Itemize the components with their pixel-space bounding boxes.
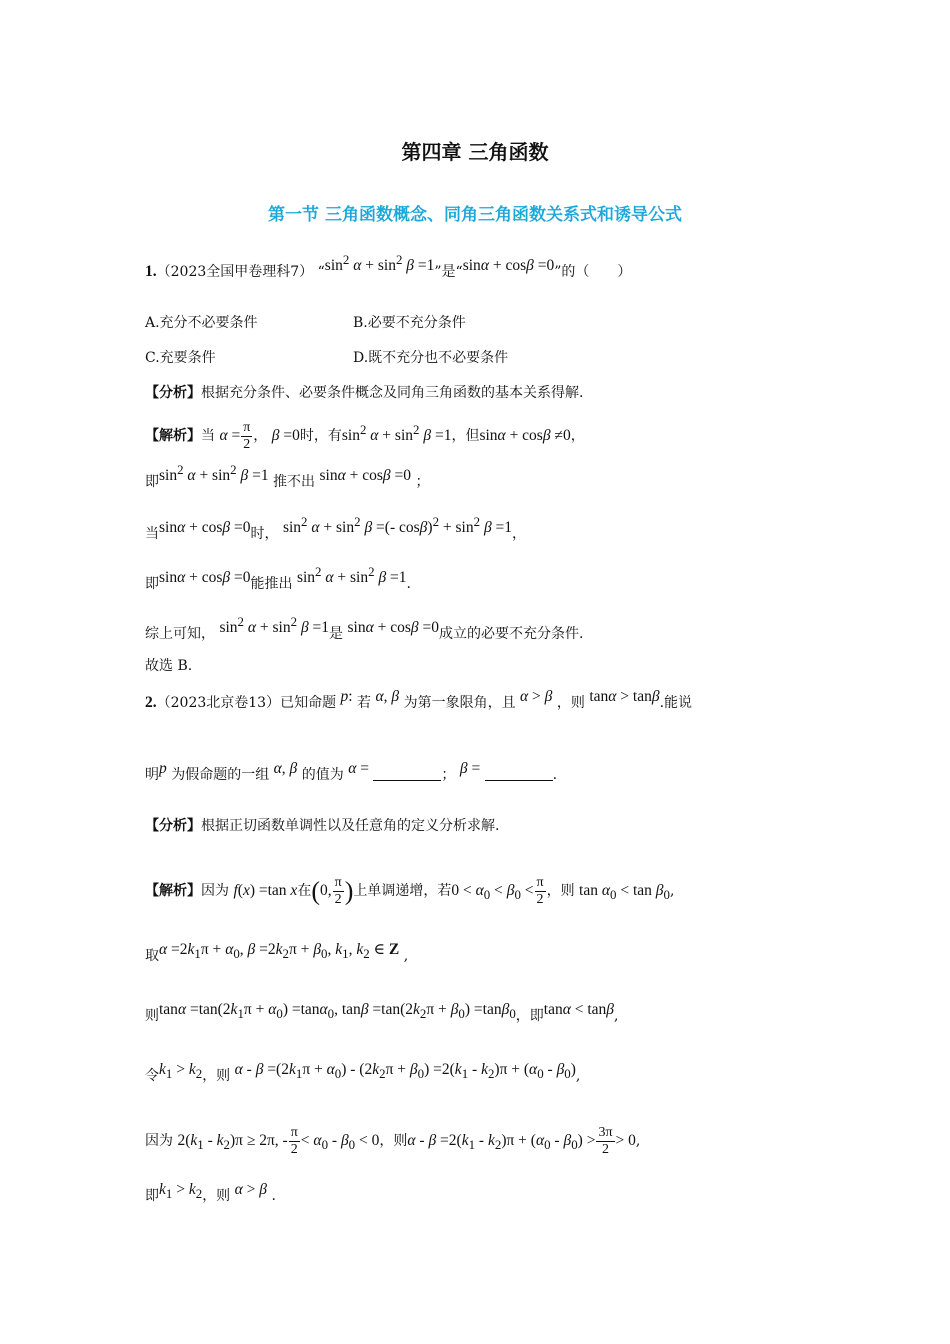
q1-stem bbox=[145, 252, 632, 282]
q2-solution-line1: 【解析】因为 f(x) =tan x在(0, $\frac{\pi}{2}$ )上单调递增，若$0 < \alpha_0 < \beta_0$ < $\frac{\pi}{2}$ ，则 $\tan \alpha_0 < \tan \beta_0$, bbox=[145, 875, 675, 907]
beta-answer-blank bbox=[485, 766, 553, 781]
math: $\sin^2 \alpha + \sin^2 \beta =1$ bbox=[341, 422, 452, 445]
text: 取 bbox=[145, 948, 159, 964]
analysis-tag: 【分析】 bbox=[145, 385, 201, 401]
text: 为假命题的一组 bbox=[171, 767, 270, 783]
math: sinα + cosβ =0 bbox=[319, 467, 411, 485]
solution-tag: 【解析】 bbox=[145, 883, 201, 900]
q1-answer: 故选 B. bbox=[145, 658, 193, 674]
text: ，则 bbox=[546, 883, 575, 900]
q1-solution-line3 bbox=[145, 514, 527, 544]
text: 即 bbox=[145, 576, 159, 593]
text: ，则 bbox=[556, 695, 585, 711]
math: $0 < \alpha_0 < \beta_0$ < $\frac{\pi}{2}$ bbox=[451, 875, 544, 907]
text: 即 bbox=[145, 474, 159, 491]
option-d: D.既不充分也不必要条件 bbox=[353, 350, 509, 366]
analysis-tag: 【分析】 bbox=[145, 818, 201, 834]
math: sinα + cosβ ≠0 bbox=[479, 427, 571, 445]
math: $\tan\alpha =\tan(2k_1\pi + \alpha_0) =\tan\alpha_0$, $\tan\beta =\tan(2k_2\pi + \beta_0) =\tan\beta_0$ bbox=[159, 1001, 516, 1022]
math: $\sin^2 \alpha + \sin^2 \beta =1$ bbox=[159, 462, 269, 485]
text: 是 bbox=[329, 626, 344, 643]
text: 明 bbox=[145, 767, 159, 783]
q2-analysis bbox=[145, 816, 499, 836]
text: 当 bbox=[201, 428, 215, 445]
text: 的值为 bbox=[301, 767, 344, 783]
option-b: B.必要不充分条件 bbox=[353, 315, 466, 331]
math: $2(k_1 - k_2)\pi \ge 2\pi$, - $\frac{\pi}{2}$ < $\alpha_0 - \beta_0 < 0$ bbox=[177, 1125, 380, 1157]
text: 成立的必要不充分条件. bbox=[439, 626, 584, 643]
math: $k_1 > k_2$ bbox=[159, 1181, 203, 1202]
math: tanα < tanβ bbox=[543, 1001, 615, 1018]
math: $k_1 > k_2$ bbox=[159, 1061, 203, 1082]
math: tanα > tanβ bbox=[589, 688, 660, 705]
math: sinα + cosβ =0 bbox=[159, 519, 251, 537]
q1-expr2: sinα + cosβ =0 bbox=[462, 257, 555, 275]
math: $\alpha =2k_1\pi + \alpha_0$, $\beta =2k_2\pi + \beta_0$, $k_1$, $k_2$ ∈ Z bbox=[159, 941, 400, 962]
q1-solution-line2 bbox=[145, 462, 430, 492]
math: sinα + cosβ =0 bbox=[347, 619, 439, 637]
q2-solution-line3 bbox=[145, 1001, 619, 1030]
text: 当 bbox=[145, 526, 159, 543]
alpha-answer-blank bbox=[373, 766, 441, 781]
text: 综上可知， bbox=[145, 626, 215, 643]
math: α > β bbox=[234, 1181, 268, 1198]
text: . bbox=[271, 1188, 276, 1204]
q2-source: （2023北京卷13）已知命题 bbox=[156, 695, 337, 711]
q2-solution-line2 bbox=[145, 941, 409, 970]
math: β =0 bbox=[271, 427, 300, 445]
text: , bbox=[575, 1068, 581, 1084]
q1-solution-line1 bbox=[145, 420, 585, 453]
q2-solution-line5 bbox=[145, 1125, 640, 1158]
text: , bbox=[403, 948, 409, 964]
text: . bbox=[552, 767, 558, 783]
text: ， bbox=[570, 428, 585, 445]
q2-stem-line2 bbox=[145, 760, 558, 785]
math: $\alpha - \beta =2(k_1 - k_2)\pi + (\alpha_0 - \beta_0)$ > $\frac{3\pi}{2}$ > 0 bbox=[407, 1125, 636, 1157]
q2-stem-line1 bbox=[145, 688, 693, 713]
q1-solution-line4 bbox=[145, 564, 411, 594]
text: ，但 bbox=[451, 428, 480, 445]
section-title: 第一节 三角函数概念、同角三角函数关系式和诱导公式 bbox=[268, 205, 682, 225]
text: 能推出 bbox=[250, 576, 293, 593]
math: p bbox=[159, 760, 167, 777]
analysis-text: 根据正切函数单调性以及任意角的定义分析求解. bbox=[201, 818, 500, 834]
chapter-title: 第四章 三角函数 bbox=[401, 140, 549, 164]
analysis-text: 根据充分条件、必要条件概念及同角三角函数的基本关系得解. bbox=[201, 385, 584, 401]
text: ； bbox=[415, 474, 430, 491]
q1-expr1: $\sin^2 \alpha + \sin^2 \beta =1$ bbox=[324, 252, 435, 275]
math: $\sin^2 \alpha + \sin^2 \beta =1$ bbox=[296, 564, 407, 587]
math: α = bbox=[348, 760, 369, 777]
math: $\alpha - \beta =(2k_1\pi + \alpha_0) - (2k_2\pi + \beta_0) =2(k_1 - k_2)\pi + (\alpha_0 - \beta_0)$ bbox=[234, 1061, 576, 1082]
math: β = bbox=[459, 760, 481, 777]
text: ，则 bbox=[202, 1188, 231, 1204]
text: 在 bbox=[297, 883, 312, 900]
text: 时， bbox=[250, 526, 279, 543]
q1-analysis bbox=[145, 383, 583, 403]
text: ； bbox=[441, 767, 456, 783]
quote-open: “ bbox=[317, 264, 325, 281]
math: p: bbox=[340, 688, 353, 705]
text: .能说 bbox=[659, 695, 693, 711]
text: 因为 bbox=[201, 883, 229, 900]
q2-solution-line6 bbox=[145, 1181, 276, 1210]
math: $\sin^2 \alpha + \sin^2 \beta$ =(- $\cos\beta)^2 + \sin^2 \beta =1$ bbox=[282, 514, 513, 537]
math: α = $\frac{\pi}{2}$ bbox=[219, 420, 251, 453]
text: ，即 bbox=[515, 1008, 544, 1024]
math: $\tan \alpha_0 < \tan \beta_0$ bbox=[579, 882, 670, 903]
q1-source: （2023全国甲卷理科7） bbox=[156, 264, 314, 281]
text: ，则 bbox=[379, 1133, 408, 1150]
text: , bbox=[614, 1008, 619, 1024]
text: 则 bbox=[145, 1008, 159, 1024]
text: 若 bbox=[357, 695, 372, 711]
q1-stem-end: ”的（ ） bbox=[554, 264, 632, 281]
q2-number: 2. bbox=[145, 694, 157, 711]
math: f(x) =tan x bbox=[233, 882, 298, 900]
text: ， bbox=[512, 526, 527, 543]
text: 时，有 bbox=[299, 428, 342, 445]
q1-number: 1. bbox=[145, 263, 157, 281]
text: , bbox=[635, 1133, 641, 1150]
text: 上单调递增，若 bbox=[353, 883, 452, 900]
text: 推不出 bbox=[273, 474, 316, 491]
math: α > β bbox=[520, 688, 553, 705]
text: 令 bbox=[145, 1068, 159, 1084]
math: sinα + cosβ =0 bbox=[159, 569, 251, 587]
option-a: A.充分不必要条件 bbox=[145, 315, 258, 331]
math: (0, $\frac{\pi}{2}$ ) bbox=[311, 875, 354, 907]
text: 为第一象限角，且 bbox=[403, 695, 516, 711]
q2-solution-line4 bbox=[145, 1061, 581, 1090]
math: α, β bbox=[375, 688, 400, 705]
text: 因为 bbox=[145, 1133, 173, 1150]
text: ，则 bbox=[202, 1068, 231, 1084]
solution-tag: 【解析】 bbox=[145, 428, 201, 445]
math: α, β bbox=[273, 760, 298, 777]
text: 即 bbox=[145, 1188, 159, 1204]
math: $\sin^2 \alpha + \sin^2 \beta =1$ bbox=[219, 614, 330, 637]
q1-stem-mid: ”是“ bbox=[434, 264, 463, 281]
q1-solution-line5 bbox=[145, 614, 584, 644]
option-c: C.充要条件 bbox=[145, 350, 216, 366]
text: . bbox=[406, 576, 411, 593]
text: ， bbox=[253, 428, 268, 445]
